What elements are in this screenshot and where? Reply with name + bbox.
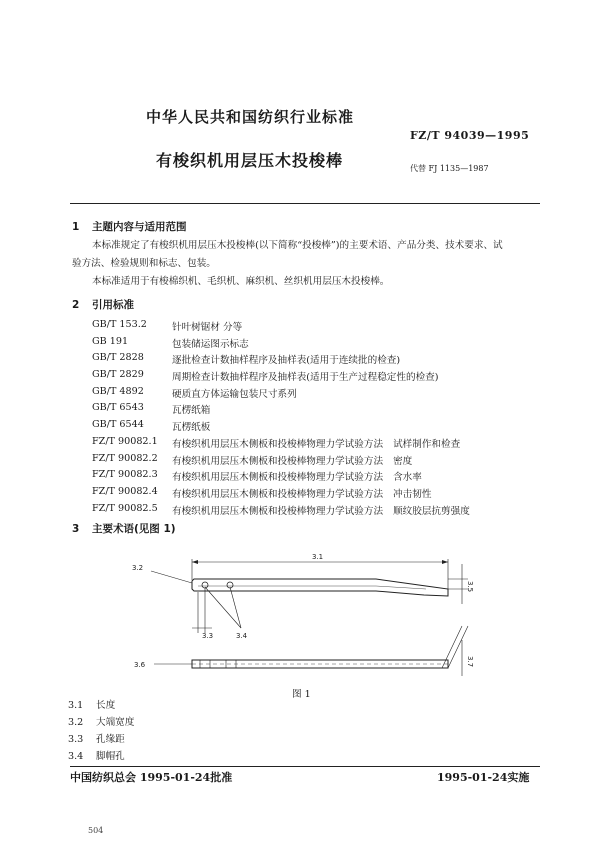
leader-3-7b [442, 626, 462, 668]
reference-code: GB/T 6544 [92, 419, 144, 431]
reference-row [92, 319, 552, 336]
reference-row [92, 402, 552, 419]
label-3-2: 3.2 [132, 564, 144, 572]
reference-row [92, 436, 552, 453]
issuing-organization: 中华人民共和国纺织行业标准 [146, 108, 355, 126]
reference-row [92, 486, 552, 503]
reference-code: GB 191 [92, 335, 129, 347]
section-1-para-1-line-2: 验方法、检验规则和标志、包装。 [72, 258, 216, 269]
reference-code: FZ/T 90082.1 [92, 435, 158, 447]
reference-row [92, 419, 552, 436]
reference-code: GB/T 2829 [92, 369, 144, 381]
reference-code: FZ/T 90082.4 [92, 485, 158, 497]
reference-code: FZ/T 90082.3 [92, 469, 158, 481]
standard-code: FZ/T 94039—1995 [410, 129, 530, 142]
term-number: 3.4 [68, 751, 84, 762]
section-1-para-2: 本标准适用于有梭棉织机、毛织机、麻织机、丝织机用层压木投梭棒。 [92, 276, 390, 287]
stick-top-taper [376, 586, 426, 589]
term-row [68, 714, 134, 731]
reference-subtitle: 密度 [393, 455, 413, 467]
reference-title: 针叶树锯材 分等 [172, 322, 243, 333]
reference-title: 有梭织机用层压木侧板和投梭棒物理力学试验方法 [172, 472, 384, 484]
reference-row [92, 453, 552, 470]
reference-row [92, 386, 552, 403]
reference-row [92, 503, 552, 520]
term-number: 3.3 [68, 734, 84, 745]
term-row [68, 697, 134, 714]
section-1-heading [72, 219, 187, 234]
label-3-7: 3.7 [466, 656, 474, 668]
leader-3-2 [151, 571, 192, 583]
reference-subtitle: 试样制作和检查 [393, 438, 461, 450]
reference-subtitle: 顺纹胶层抗剪强度 [393, 505, 470, 517]
label-3-6: 3.6 [134, 661, 146, 669]
reference-title: 有梭织机用层压木侧板和投梭棒物理力学试验方法 [172, 488, 384, 500]
reference-title: 瓦楞纸箱 [172, 405, 211, 417]
reference-title: 有梭织机用层压木侧板和投梭棒物理力学试验方法 [172, 505, 384, 517]
term-text: 孔缘距 [96, 734, 125, 745]
section-number: 2 [72, 299, 80, 311]
reference-row [92, 352, 552, 369]
term-text: 脚帽孔 [96, 751, 125, 762]
label-3-5: 3.5 [466, 581, 474, 593]
reference-code: FZ/T 90082.5 [92, 502, 158, 514]
section-title: 引用标准 [92, 299, 134, 311]
reference-title: 硬质直方体运输包装尺寸系列 [172, 388, 297, 400]
reference-subtitle: 含水率 [393, 472, 422, 484]
term-list [68, 697, 134, 765]
reference-code: FZ/T 90082.2 [92, 452, 158, 464]
reference-code: GB/T 4892 [92, 385, 144, 397]
reference-code: GB/T 2828 [92, 352, 144, 364]
section-3-heading [72, 521, 176, 536]
reference-title: 包装储运图示标志 [172, 338, 249, 350]
term-text: 长度 [96, 700, 116, 711]
reference-row [92, 336, 552, 353]
leader-3-7a [448, 626, 468, 668]
section-title: 主要术语(见图 1) [92, 523, 176, 535]
section-2-heading [72, 297, 134, 312]
reference-row [92, 369, 552, 386]
label-3-4: 3.4 [236, 632, 248, 640]
term-number: 3.1 [68, 700, 84, 711]
reference-title: 周期检查计数抽样程序及抽样表(适用于生产过程稳定性的检查) [172, 372, 439, 384]
section-number: 3 [72, 523, 80, 535]
section-number: 1 [72, 221, 80, 233]
reference-subtitle: 冲击韧性 [393, 488, 432, 500]
footer-divider [70, 766, 540, 767]
reference-list [92, 319, 552, 519]
label-3-1: 3.1 [312, 553, 324, 561]
figure-1-drawing [126, 548, 481, 693]
reference-title: 有梭织机用层压木侧板和投梭棒物理力学试验方法 [172, 438, 384, 450]
section-1-para-1-line-1: 本标准规定了有梭织机用层压木投梭棒(以下简称“投梭棒”)的主要术语、产品分类、技术要求、试 [92, 240, 503, 251]
replaces-note: 代替 FJ 1135—1987 [410, 164, 489, 173]
section-title: 主题内容与适用范围 [92, 221, 187, 233]
reference-row [92, 469, 552, 486]
term-number: 3.2 [68, 717, 84, 728]
header-divider [70, 203, 540, 204]
term-row [68, 748, 134, 765]
term-row [68, 731, 134, 748]
term-text: 大端宽度 [96, 717, 135, 728]
reference-code: GB/T 6543 [92, 402, 144, 414]
reference-title: 瓦楞纸板 [172, 422, 211, 434]
reference-title: 逐批检查计数抽样程序及抽样表(适用于连续批的检查) [172, 355, 401, 367]
effective-date: 1995-01-24实施 [437, 771, 530, 784]
figure-caption: 图 1 [292, 689, 311, 700]
reference-code: GB/T 153.2 [92, 319, 147, 330]
approval-date: 中国纺织总会 1995-01-24批准 [70, 771, 233, 784]
reference-title: 有梭织机用层压木侧板和投梭棒物理力学试验方法 [172, 455, 384, 467]
page-number: 504 [88, 826, 104, 835]
standard-title: 有梭织机用层压木投梭棒 [156, 151, 344, 170]
label-3-3: 3.3 [202, 632, 214, 640]
